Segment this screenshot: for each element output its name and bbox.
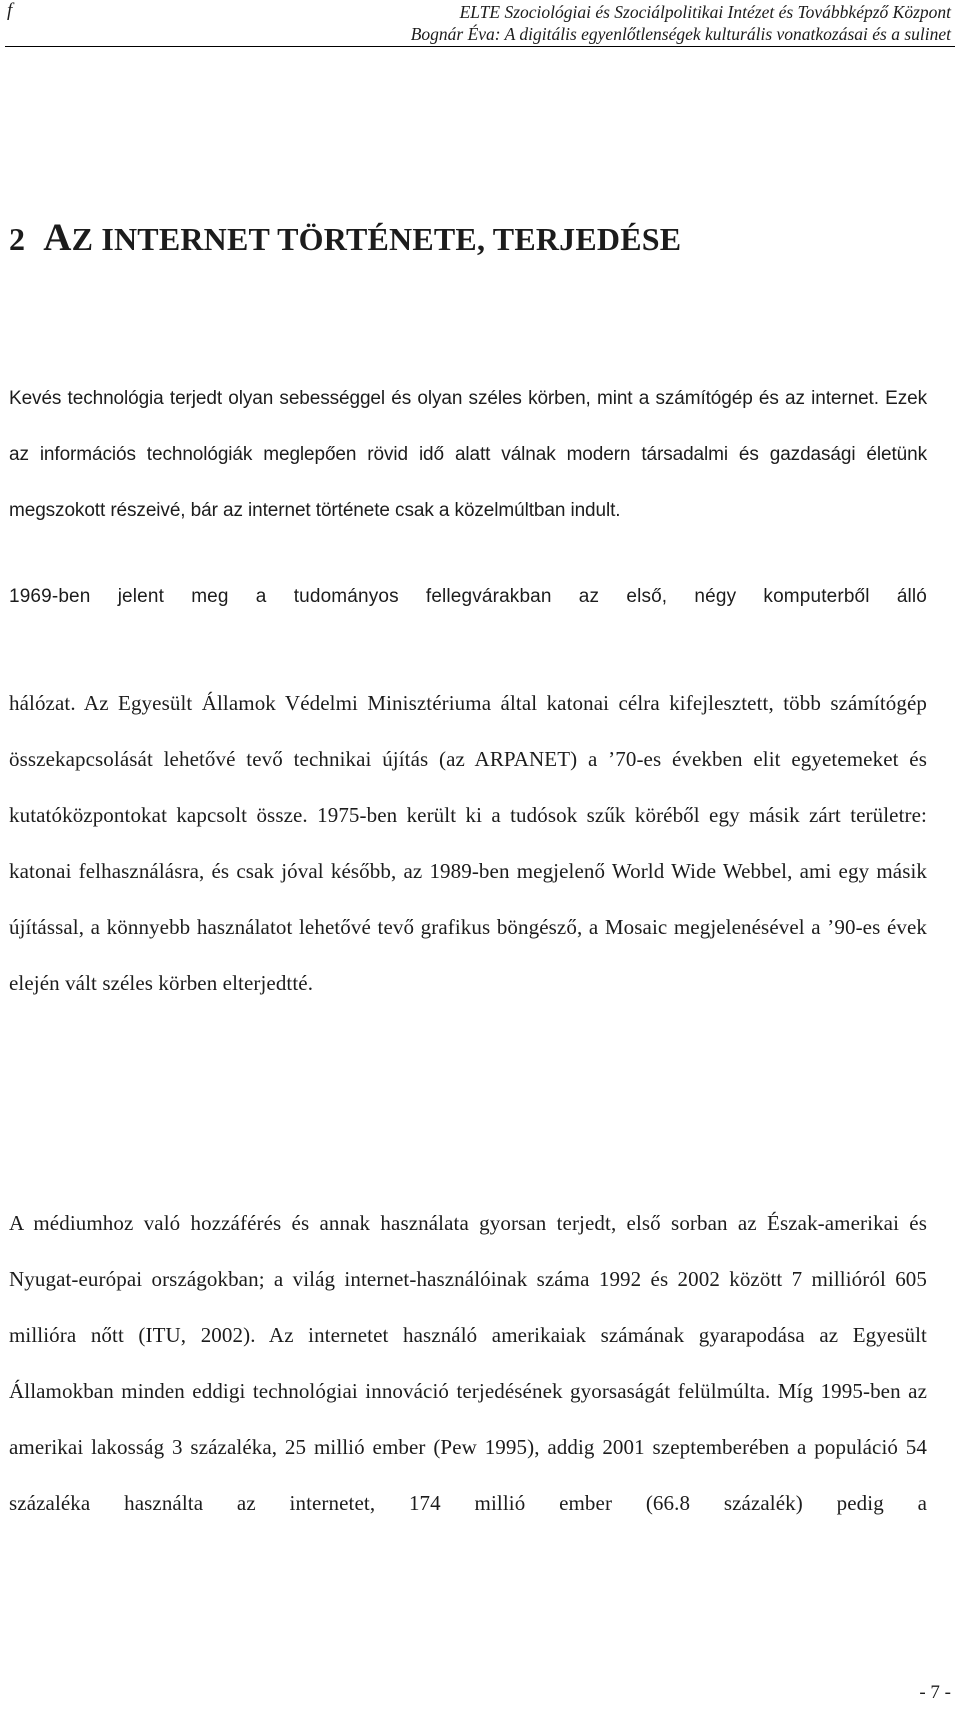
chapter-title-text: Z INTERNET TÖRTÉNETE, TERJEDÉSE	[71, 221, 682, 257]
page-header	[0, 0, 960, 50]
body-paragraph: hálózat. Az Egyesült Államok Védelmi Minisztériuma által katonai célra kifejlesztett, több számítógép összekapcsolását lehetővé tevő technikai újítás (az ARPANET) a ’70-es években elit egyetemeket és kutatóközpontokat kapcsolt össze. 1975-ben került ki a tudósok szűk köréből egy másik zárt területre: katonai felhasználásra, és csak jóval később, az 1989-ben megjelenő World Wide Webbel, ami egy másik újítással, a könnyebb használatot lehetővé tevő grafikus böngésző, a Mosaic megjelenésével a ’90-es évek elején vált széles körben elterjedtté.	[9, 691, 927, 995]
body-paragraph: A médiumhoz való hozzáférés és annak használata gyorsan terjedt, első sorban az Észak-amerikai és Nyugat-európai országokban; a világ internet-használóinak száma 1992 és 2002 között 7 millióról 605 millióra nőtt (ITU, 2002). Az internetet használó amerikaiak számának gyarapodása az Egyesült Államokban minden eddigi technológiai innováció terjedésének gyorsaságát felülmúlta. Míg 1995-ben az amerikai lakosság 3 százaléka, 25 millió ember (Pew 1995), addig 2001 szeptemberében a populáció 54 százaléka használta az internetet, 174 millió ember (66.8 százalék) pedig a	[9, 1211, 927, 1515]
body-paragraph: 1969-ben jelent meg a tudományos fellegvárakban az első, négy komputerből álló	[9, 586, 927, 607]
chapter-title-initial: A	[43, 216, 72, 259]
header-text	[411, 1, 951, 45]
body-paragraph: Kevés technológia terjedt olyan sebességgel és olyan széles körben, mint a számítógép és az internet. Ezek az információs technológiák meglepően rövid idő alatt válnak modern társadalmi és gazdasági életünk megszokott részeivé, bár az internet története csak a közelmúltban indult.	[9, 388, 927, 521]
header-author-title: Bognár Éva: A digitális egyenlőtlenségek kulturális vonatkozásai és a sulinet	[410, 24, 951, 44]
header-rule	[5, 46, 955, 47]
chapter-title	[9, 218, 681, 259]
chapter-number: 2	[9, 221, 26, 257]
header-institution: ELTE Szociológiai és Szociálpolitikai Intézet és Továbbképző Központ	[459, 2, 951, 22]
header-glyph: f	[7, 0, 13, 21]
page-number: - 7 -	[919, 1682, 951, 1703]
